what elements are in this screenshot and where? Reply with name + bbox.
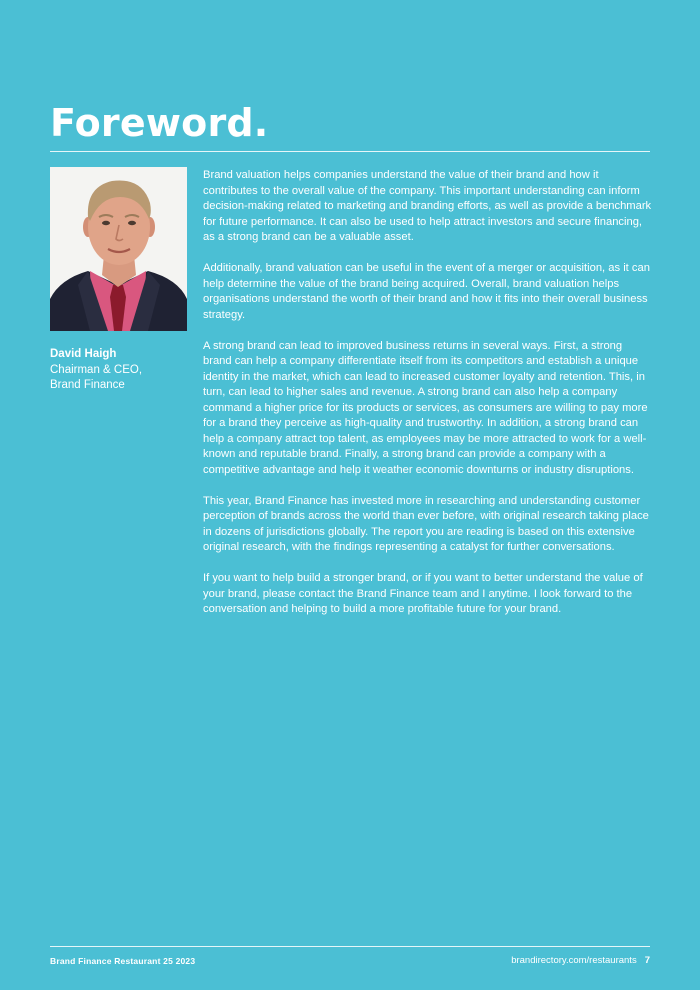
footer-publication: Brand Finance Restaurant 25 2023: [50, 956, 196, 966]
paragraph: Brand valuation helps companies understand the value of their brand and how it contributes to the overall value of the company. This important understanding can inform decision-making related to marketing and branding efforts, as well as provide a benchmark for future performance. It can also be used to help attract investors and secure financing, as a strong brand can be a valuable asset.: [203, 169, 652, 243]
paragraph: Additionally, brand valuation can be useful in the event of a merger or acquisition, as it can help determine the value of the brand being acquired. Overall, brand valuation helps organisations understand the worth of their brand and how it fits into their overall business strategy.: [203, 262, 650, 321]
page-number: 7: [644, 955, 650, 966]
author-caption: [50, 347, 190, 394]
footer-right: [511, 955, 650, 966]
author-role: Chairman & CEO,: [50, 363, 143, 376]
footer-divider: [50, 946, 650, 947]
paragraph: A strong brand can lead to improved business returns in several ways. First, a strong brand can help a company differentiate itself from its competitors and establish a unique identity in the market, which can lead to increased customer loyalty and retention. This, in turn, can lead to higher sales and revenue. A strong brand can also help a company command a higher price for its products or services, as consumers are willing to pay more for a brand they perceive as high-quality and trustworthy. In addition, a strong brand can help a company attract top talent, as employees may be more attracted to work for a well-known and reputable brand. Finally, a strong brand can provide a company with a competitive advantage and help it weather economic downturns or industry disruptions.: [203, 339, 648, 476]
author-portrait: [50, 167, 187, 331]
title-divider: [50, 151, 650, 152]
foreword-body: [203, 168, 653, 633]
author-name: David Haigh: [50, 348, 117, 360]
paragraph: This year, Brand Finance has invested more in researching and understanding customer perception of brands across the world than ever before, with original research taking place in dozens of jurisdictions globally. The report you are reading is based on this extensive original research, with the findings representing a catalyst for further conversations.: [203, 494, 649, 553]
author-company: Brand Finance: [50, 379, 125, 391]
paragraph: If you want to help build a stronger brand, or if you want to better understand the value of your brand, please contact the Brand Finance team and I anytime. I look forward to the conversation and helping to build a more profitable future for your brand.: [203, 572, 643, 615]
page-title: Foreword.: [50, 101, 269, 145]
footer-url-link[interactable]: brandirectory.com/restaurants: [511, 955, 637, 966]
